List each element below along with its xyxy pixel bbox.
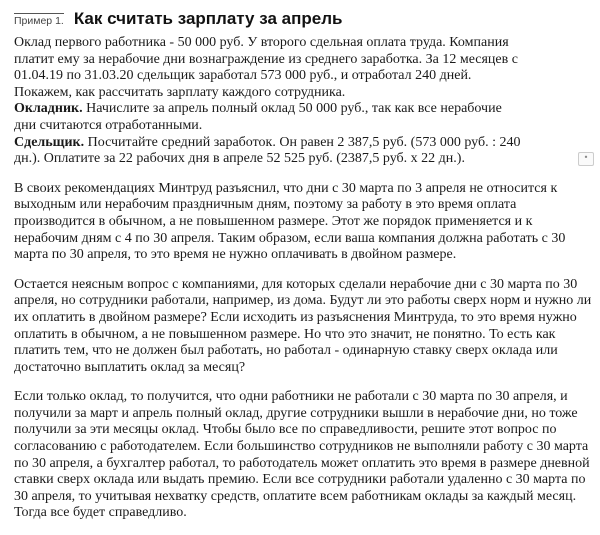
paragraph-example [14, 35, 594, 168]
text-line: производится в обычном, а не повышенном размере. Этот же порядок применяется и к [14, 213, 533, 229]
text-line: нерабочим дням с 4 по 30 апреля. Таким образом, если ваша компания должна работать с 30 [14, 230, 566, 246]
text-line: получили за эти месяцы оклад. Чтобы было все по справедливости, решите этот вопрос по [14, 422, 557, 438]
text-line: платить тем, что не должен был работать, но работал - одинарную ставку сверх оклада или [14, 343, 558, 359]
text-line: Оклад первого работника - 50 000 руб. У второго сдельная оплата труда. Компания [14, 35, 509, 50]
example-label: Пример 1. [14, 15, 64, 27]
text-line: по 30 апреля, а бухгалтер работал, то работодатель может оплатить это время в размере дневной [14, 455, 590, 471]
example-header [14, 9, 594, 35]
text-line: достаточно выплатить оклад за месяц? [14, 359, 246, 375]
salaried-text: Начислите за апрель полный оклад 50 000 руб., так как все нерабочие [82, 101, 502, 117]
salaried-label: Окладник. [14, 101, 83, 117]
text-line: 30 апреля, то учитывая нехватку средств, оплатите всем работникам оклады за каждый месяц. [14, 488, 577, 504]
text-line: Тогда все будет справедливо. [14, 505, 187, 521]
paragraph-question [14, 277, 594, 377]
text-line: получили за март и апрель полный оклад, другие сотрудники вышли в нерабочие дни, но тоже [14, 405, 578, 421]
text-line: марта по 30 апреля, то это время не нужно оплачивать в двойном размере. [14, 247, 457, 263]
text-line: платит ему за нерабочие дни вознаграждение из среднего заработка. За 12 месяцев с [14, 51, 518, 67]
piece-label: Сдельщик. [14, 134, 85, 150]
text-line: согласованию с работодателем. Если большинство сотрудников не выполняли работу с 30 марта [14, 439, 589, 455]
text-line [14, 135, 594, 152]
text-line: Покажем, как рассчитать зарплату каждого сотрудника. [14, 84, 346, 100]
text-line: В своих рекомендациях Минтруд разъяснил, что дни с 30 марта по 3 апреля не относится к [14, 180, 558, 196]
text-line: дни считаются отработанными. [14, 117, 203, 133]
paragraph-answer [14, 389, 594, 522]
text-line: дн.). Оплатите за 22 рабочих дня в апреле 52 525 руб. (2387,5 руб. х 22 дн.). [14, 151, 465, 167]
text-line: апреля, но сотрудники работали, например, из дома. Будут ли это работы сверх норм и нужно ли [14, 293, 592, 309]
text-line: выходным или нерабочим праздничным дням, поэтому за работу в это время оплата [14, 197, 517, 213]
text-line: Остается неясным вопрос с компаниями, для которых сделали нерабочие дни с 30 марта по 30 [14, 276, 578, 292]
article [14, 9, 594, 535]
comment-icon[interactable]: • [578, 152, 594, 166]
text-line: их оплатить в двойном размере? Если исходить из разъяснения Минтруда, то это время нужно [14, 309, 577, 325]
text-line: ставки сверх оклада или выдать премию. Если все сотрудники работали удаленно с 30 марта по [14, 472, 586, 488]
text-line: оплатить в обычном, а не повышенном размере. Но что это значит, не понятно. То есть как [14, 326, 556, 342]
text-line: Если только оклад, то получится, что одни работники не работали с 30 марта по 30 апреля, и [14, 389, 568, 405]
paragraph-mintrud [14, 181, 594, 264]
text-line: 01.04.19 по 31.03.20 сдельщик заработал 573 000 руб., и отработал 240 дней. [14, 68, 472, 84]
piece-text: Посчитайте средний заработок. Он равен 2 387,5 руб. (573 000 руб. : 240 [84, 134, 521, 150]
text-line [14, 101, 594, 118]
example-title: Как считать зарплату за апрель [73, 9, 343, 28]
